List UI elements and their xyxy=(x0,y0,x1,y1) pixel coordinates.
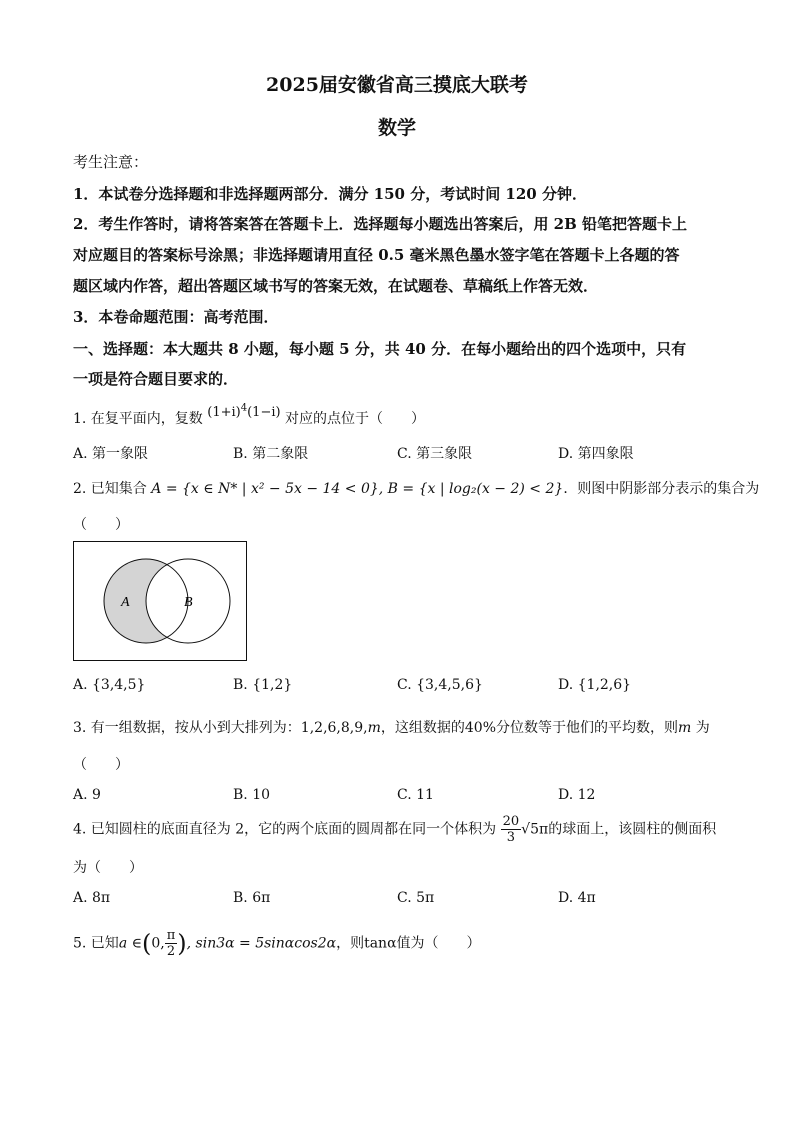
q3-var-m-2: m xyxy=(678,720,692,736)
q1-expr-a: (1+i) xyxy=(207,405,241,420)
q1-prefix: 1. 在复平面内，复数 xyxy=(73,411,203,427)
question-2 xyxy=(73,478,759,498)
q4-option-c: C. 5π xyxy=(397,890,435,906)
q4-frac-num: 20 xyxy=(502,814,520,829)
q3-text-3: 为 xyxy=(691,720,710,736)
q1-exponent: 4 xyxy=(240,402,248,414)
q2-option-d: D. {1,2,6} xyxy=(558,677,632,693)
q2-suffix: ．则图中阴影部分表示的集合为 xyxy=(563,481,760,497)
q1-expression xyxy=(207,402,281,420)
q4-frac-den: 3 xyxy=(506,830,516,845)
venn-diagram xyxy=(73,541,248,662)
q1-suffix: 对应的点位于（ ） xyxy=(285,411,426,427)
q2-paren: （ ） xyxy=(73,517,129,533)
q4-line-2: 为（ ） xyxy=(73,860,143,876)
notice-item-2-line-3: 题区域内作答，超出答题区域书写的答案无效，在试题卷、草稿纸上作答无效． xyxy=(73,277,599,295)
exam-subject: 数学 xyxy=(377,117,416,139)
q5-open-paren: ( xyxy=(141,929,152,958)
q5-frac-den: 2 xyxy=(166,944,176,959)
q5-frac-num: π xyxy=(166,928,176,943)
exam-title: 2025届安徽省高三摸底大联考 xyxy=(266,74,528,96)
q1-option-a: A. 第一象限 xyxy=(73,446,149,462)
question-5 xyxy=(73,928,481,959)
section-1-heading-line-2: 一项是符合题目要求的． xyxy=(73,370,239,388)
q5-close-paren: ) xyxy=(177,929,187,958)
q4-suffix: 的球面上，该圆柱的侧面积 xyxy=(548,821,717,838)
q1-option-d: D. 第四象限 xyxy=(558,446,634,462)
q3-option-b: B. 10 xyxy=(233,787,271,803)
q2-prefix: 2. 已知集合 xyxy=(73,481,147,497)
venn-label-b: B xyxy=(184,595,193,610)
question-1 xyxy=(73,402,426,428)
q3-option-a: A. 9 xyxy=(73,787,101,803)
q4-option-d: D. 4π xyxy=(558,890,596,906)
q3-text-2: ，这组数据的40%分位数等于他们的平均数，则 xyxy=(380,720,679,736)
q4-option-a: A. 8π xyxy=(73,890,111,906)
q5-prefix: 5. 已知 xyxy=(73,935,119,952)
q4-prefix: 4. 已知圆柱的底面直径为 2，它的两个底面的圆周都在同一个体积为 xyxy=(73,821,497,838)
notice-item-2-line-2: 对应题目的答案标号涂黑；非选择题请用直径 0.5 毫米黑色墨水签字笔在答题卡上各题的答 xyxy=(73,246,680,264)
notice-heading: 考生注意： xyxy=(73,153,149,171)
question-3 xyxy=(73,717,710,737)
q1-option-b: B. 第二象限 xyxy=(233,446,309,462)
q2-set-b: , B = {x | log₂(x − 2) < 2} xyxy=(378,481,564,497)
notice-item-2-line-1: 2．考生作答时，请将答案答在答题卡上．选择题每小题选出答案后，用 2B 铅笔把答题卡上 xyxy=(73,215,688,233)
notice-item-3: 3．本卷命题范围：高考范围． xyxy=(73,308,279,326)
q2-set-a: A = {x ∈ N* | x² − 5x − 14 < 0} xyxy=(151,481,379,497)
venn-label-a: A xyxy=(121,595,130,610)
q3-option-c: C. 11 xyxy=(397,787,434,803)
q1-expr-b: (1−i) xyxy=(247,405,281,420)
q2-option-c: C. {3,4,5,6} xyxy=(397,677,483,693)
q2-option-a: A. {3,4,5} xyxy=(73,677,146,693)
q3-text-1: 3. 有一组数据，按从小到大排列为：1,2,6,8,9, xyxy=(73,720,368,736)
q3-paren: （ ） xyxy=(73,757,129,773)
notice-item-1: 1．本试卷分选择题和非选择题两部分．满分 150 分，考试时间 120 分钟． xyxy=(73,185,587,203)
q1-option-c: C. 第三象限 xyxy=(397,446,473,462)
q2-option-b: B. {1,2} xyxy=(233,677,293,693)
q4-option-b: B. 6π xyxy=(233,890,271,906)
q3-var-m: m xyxy=(367,720,381,736)
q5-alpha: a ∈ xyxy=(118,935,142,952)
q5-fraction xyxy=(165,928,178,959)
q5-condition: , sin3α = 5sinαcos2α xyxy=(186,935,337,952)
section-1-heading-line-1: 一、选择题：本大题共 8 小题，每小题 5 分，共 40 分．在每小题给出的四个选项中，只有 xyxy=(73,340,687,358)
q3-option-d: D. 12 xyxy=(558,787,596,803)
q4-frac-post: √5π xyxy=(521,821,549,838)
q5-suffix: ，则tanα值为（ ） xyxy=(336,935,481,952)
q5-interval-a: 0, xyxy=(151,935,165,952)
q4-fraction xyxy=(501,814,522,845)
question-4 xyxy=(73,814,716,845)
